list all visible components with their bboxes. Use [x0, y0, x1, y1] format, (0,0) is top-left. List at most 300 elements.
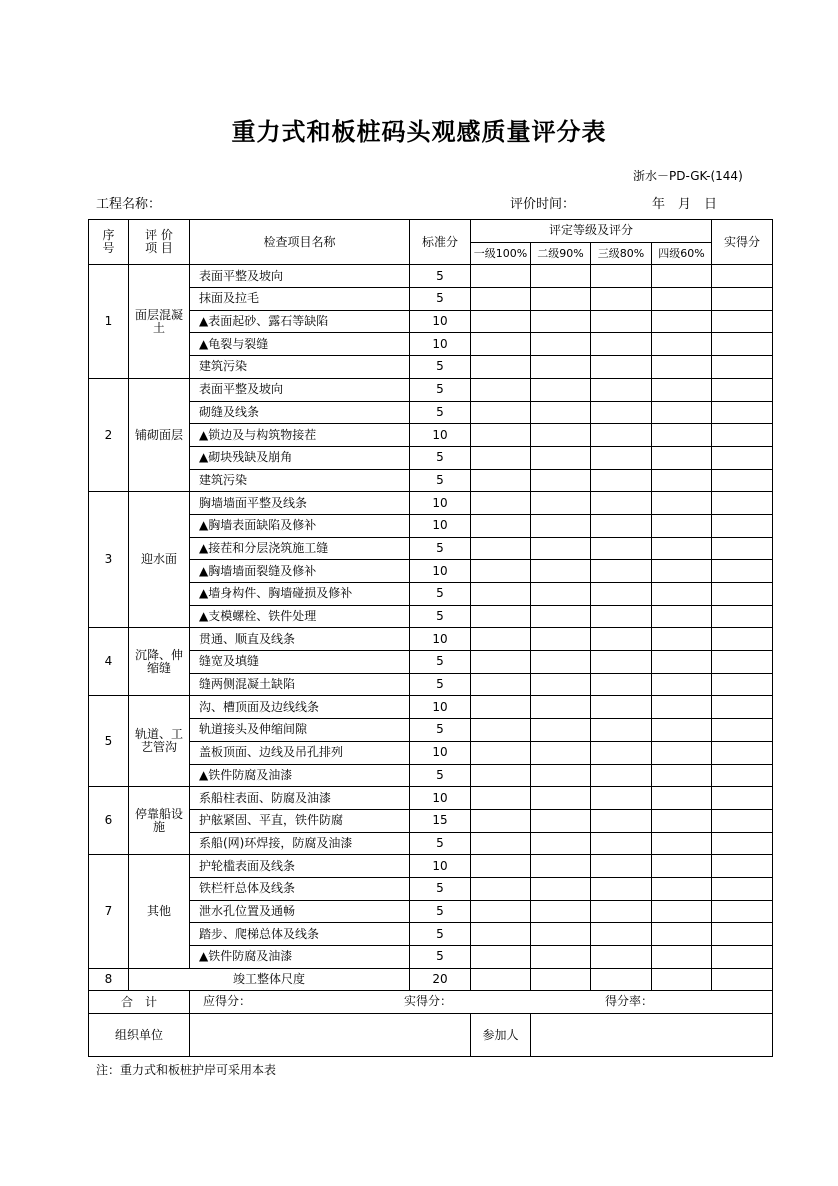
- standard-score: 10: [410, 855, 471, 878]
- actual-score-cell[interactable]: [712, 446, 773, 469]
- total-field-label: 应得分：: [203, 994, 252, 1009]
- actual-score-cell[interactable]: [712, 492, 773, 515]
- grade-score-cell[interactable]: [471, 333, 531, 356]
- grade-score-cell[interactable]: [591, 900, 652, 923]
- grade-score-cell[interactable]: [471, 696, 531, 719]
- grade-score-cell[interactable]: [652, 877, 712, 900]
- grade-score-cell[interactable]: [531, 514, 591, 537]
- grade-score-cell[interactable]: [471, 288, 531, 311]
- table-row: [89, 288, 773, 311]
- grade-score-cell[interactable]: [652, 288, 712, 311]
- check-item: 缝宽及填缝: [190, 651, 410, 674]
- grade-score-cell[interactable]: [591, 446, 652, 469]
- grade-score-cell[interactable]: [652, 356, 712, 379]
- grade-score-cell[interactable]: [591, 787, 652, 810]
- header-g1: 一级100%: [471, 242, 531, 265]
- grade-score-cell[interactable]: [531, 809, 591, 832]
- header-check: 检查项目名称: [190, 220, 410, 265]
- standard-score: 10: [410, 741, 471, 764]
- evaluation-time-label: 评价时间：: [510, 197, 576, 212]
- standard-score: 10: [410, 696, 471, 719]
- header-item: 评 价 项 目: [129, 220, 190, 265]
- grade-score-cell[interactable]: [591, 401, 652, 424]
- check-item: ▲胸墙表面缺陷及修补: [190, 514, 410, 537]
- grade-score-cell[interactable]: [591, 809, 652, 832]
- table-row: [89, 492, 773, 515]
- actual-score-cell[interactable]: [712, 560, 773, 583]
- grade-score-cell[interactable]: [471, 877, 531, 900]
- project-name-label: 工程名称：: [96, 197, 162, 212]
- check-item: 抹面及拉毛: [190, 288, 410, 311]
- check-item: 表面平整及坡向: [190, 378, 410, 401]
- check-item: 护舷紧固、平直，铁件防腐: [190, 809, 410, 832]
- grade-score-cell[interactable]: [471, 764, 531, 787]
- standard-score: 5: [410, 651, 471, 674]
- grade-score-cell[interactable]: [471, 583, 531, 606]
- actual-score-cell[interactable]: [712, 378, 773, 401]
- actual-score-cell[interactable]: [712, 537, 773, 560]
- grade-score-cell[interactable]: [531, 877, 591, 900]
- grade-score-cell[interactable]: [591, 968, 652, 991]
- standard-score: 20: [410, 968, 471, 991]
- grade-score-cell[interactable]: [591, 288, 652, 311]
- grade-score-cell[interactable]: [652, 560, 712, 583]
- grade-score-cell[interactable]: [652, 446, 712, 469]
- group-name: [129, 855, 190, 968]
- check-item: 铁栏杆总体及线条: [190, 877, 410, 900]
- table-row: [89, 537, 773, 560]
- grade-score-cell[interactable]: [471, 832, 531, 855]
- grade-score-cell[interactable]: [531, 605, 591, 628]
- grade-score-cell[interactable]: [531, 333, 591, 356]
- group-name-text: 其他: [146, 903, 171, 918]
- grade-score-cell[interactable]: [652, 696, 712, 719]
- check-item: ▲砌块残缺及崩角: [190, 446, 410, 469]
- check-item: ▲铁件防腐及油漆: [190, 946, 410, 969]
- grade-score-cell[interactable]: [591, 424, 652, 447]
- grade-score-cell[interactable]: [652, 424, 712, 447]
- standard-score: 10: [410, 514, 471, 537]
- grade-score-cell[interactable]: [652, 855, 712, 878]
- check-item: 缝两侧混凝土缺陷: [190, 673, 410, 696]
- table-row: [89, 401, 773, 424]
- group-name-text: 沉降、伸缩缝: [135, 647, 184, 675]
- table-row: [89, 787, 773, 810]
- grade-score-cell[interactable]: [531, 900, 591, 923]
- standard-score: 5: [410, 537, 471, 560]
- grade-score-cell[interactable]: [652, 787, 712, 810]
- table-row: [89, 628, 773, 651]
- group-name: [129, 787, 190, 855]
- footnote: 注：重力式和板桩护岸可采用本表: [96, 1063, 277, 1077]
- grade-score-cell[interactable]: [652, 900, 712, 923]
- standard-score: 5: [410, 583, 471, 606]
- header-actual: 实得分: [712, 220, 773, 265]
- grade-score-cell[interactable]: [652, 514, 712, 537]
- grade-score-cell[interactable]: [652, 605, 712, 628]
- grade-score-cell[interactable]: [531, 537, 591, 560]
- group-name-text: 面层混凝土: [135, 307, 184, 335]
- group-seq: 7: [89, 855, 129, 968]
- grade-score-cell[interactable]: [531, 832, 591, 855]
- participants-label: 参加人: [471, 1014, 531, 1057]
- table-row: [89, 560, 773, 583]
- standard-score: 5: [410, 288, 471, 311]
- total-label: 合 计: [89, 991, 190, 1014]
- organization-label: 组织单位: [89, 1014, 190, 1057]
- table-row: [89, 764, 773, 787]
- standard-score: 10: [410, 492, 471, 515]
- grade-score-cell[interactable]: [531, 560, 591, 583]
- check-item: ▲表面起砂、露石等缺陷: [190, 310, 410, 333]
- table-row: [89, 900, 773, 923]
- grade-score-cell[interactable]: [652, 946, 712, 969]
- actual-score-cell[interactable]: [712, 696, 773, 719]
- grade-score-cell[interactable]: [471, 469, 531, 492]
- grade-score-cell[interactable]: [591, 764, 652, 787]
- grade-score-cell[interactable]: [652, 719, 712, 742]
- standard-score: 10: [410, 628, 471, 651]
- table-row: [89, 265, 773, 288]
- group-seq: 6: [89, 787, 129, 855]
- grade-score-cell[interactable]: [531, 469, 591, 492]
- grade-score-cell[interactable]: [652, 741, 712, 764]
- standard-score: 5: [410, 946, 471, 969]
- table-row: [89, 741, 773, 764]
- grade-score-cell[interactable]: [591, 492, 652, 515]
- grade-score-cell[interactable]: [471, 673, 531, 696]
- grade-score-cell[interactable]: [591, 923, 652, 946]
- grade-score-cell[interactable]: [591, 537, 652, 560]
- grade-score-cell[interactable]: [471, 492, 531, 515]
- actual-score-cell[interactable]: [712, 809, 773, 832]
- group-name: [129, 265, 190, 378]
- grade-score-cell[interactable]: [531, 424, 591, 447]
- actual-score-cell[interactable]: [712, 764, 773, 787]
- check-item: 竣工整体尺度: [129, 968, 410, 991]
- actual-score-cell[interactable]: [712, 923, 773, 946]
- header-g3: 三级80%: [591, 242, 652, 265]
- table-row: [89, 651, 773, 674]
- table-row: [89, 673, 773, 696]
- grade-score-cell[interactable]: [531, 741, 591, 764]
- grade-score-cell[interactable]: [591, 265, 652, 288]
- table-row: [89, 809, 773, 832]
- grade-score-cell[interactable]: [591, 628, 652, 651]
- grade-score-cell[interactable]: [652, 333, 712, 356]
- grade-score-cell[interactable]: [531, 628, 591, 651]
- actual-score-cell[interactable]: [712, 832, 773, 855]
- grade-score-cell[interactable]: [471, 628, 531, 651]
- standard-score: 5: [410, 673, 471, 696]
- grade-score-cell[interactable]: [531, 719, 591, 742]
- header-g2: 二级90%: [531, 242, 591, 265]
- page-title: 重力式和板桩码头观感质量评分表: [231, 118, 607, 146]
- group-seq: 4: [89, 628, 129, 696]
- group-seq: 5: [89, 696, 129, 787]
- grade-score-cell[interactable]: [652, 265, 712, 288]
- actual-score-cell[interactable]: [712, 946, 773, 969]
- actual-score-cell[interactable]: [712, 673, 773, 696]
- check-item: 建筑污染: [190, 469, 410, 492]
- check-item: 表面平整及坡向: [190, 265, 410, 288]
- grade-score-cell[interactable]: [652, 923, 712, 946]
- grade-score-cell[interactable]: [591, 741, 652, 764]
- check-item: 沟、槽顶面及边线线条: [190, 696, 410, 719]
- grade-score-cell[interactable]: [531, 446, 591, 469]
- grade-score-cell[interactable]: [652, 832, 712, 855]
- standard-score: 5: [410, 265, 471, 288]
- grade-score-cell[interactable]: [652, 651, 712, 674]
- grade-score-cell[interactable]: [531, 288, 591, 311]
- score-table: [88, 219, 773, 1057]
- form-code: 浙水－PD-GK-(144): [633, 169, 743, 183]
- grade-score-cell[interactable]: [531, 401, 591, 424]
- grade-score-cell[interactable]: [471, 265, 531, 288]
- actual-score-cell[interactable]: [712, 401, 773, 424]
- table-row: [89, 446, 773, 469]
- grade-score-cell[interactable]: [471, 809, 531, 832]
- table-row: [89, 923, 773, 946]
- check-item: 盖板顶面、边线及吊孔排列: [190, 741, 410, 764]
- check-item: 砌缝及线条: [190, 401, 410, 424]
- actual-score-cell[interactable]: [712, 265, 773, 288]
- actual-score-cell[interactable]: [712, 333, 773, 356]
- standard-score: 5: [410, 446, 471, 469]
- grade-score-cell[interactable]: [591, 378, 652, 401]
- table-row: [89, 424, 773, 447]
- grade-score-cell[interactable]: [471, 310, 531, 333]
- grade-score-cell[interactable]: [591, 832, 652, 855]
- grade-score-cell[interactable]: [652, 809, 712, 832]
- grade-score-cell[interactable]: [531, 855, 591, 878]
- grade-score-cell[interactable]: [652, 764, 712, 787]
- grade-score-cell[interactable]: [471, 719, 531, 742]
- grade-score-cell[interactable]: [471, 923, 531, 946]
- group-seq: 3: [89, 492, 129, 628]
- actual-score-cell[interactable]: [712, 628, 773, 651]
- group-name: [129, 378, 190, 491]
- grade-score-cell[interactable]: [471, 855, 531, 878]
- grade-score-cell[interactable]: [531, 583, 591, 606]
- grade-score-cell[interactable]: [591, 514, 652, 537]
- date-label: 年 月 日: [652, 197, 718, 212]
- grade-score-cell[interactable]: [531, 787, 591, 810]
- table-row: [89, 832, 773, 855]
- check-item: 轨道接头及伸缩间隙: [190, 719, 410, 742]
- table-row: [89, 946, 773, 969]
- grade-score-cell[interactable]: [652, 537, 712, 560]
- check-item: ▲铁件防腐及油漆: [190, 764, 410, 787]
- grade-score-cell[interactable]: [591, 560, 652, 583]
- actual-score-cell[interactable]: [712, 469, 773, 492]
- grade-score-cell[interactable]: [652, 673, 712, 696]
- actual-score-cell[interactable]: [712, 514, 773, 537]
- check-item: ▲支模螺栓、铁件处理: [190, 605, 410, 628]
- actual-score-cell[interactable]: [712, 719, 773, 742]
- standard-score: 5: [410, 378, 471, 401]
- total-fields: [190, 991, 773, 1014]
- header-seq: 序号: [89, 220, 129, 265]
- grade-score-cell[interactable]: [471, 787, 531, 810]
- check-item: ▲接茬和分层浇筑施工缝: [190, 537, 410, 560]
- standard-score: 10: [410, 787, 471, 810]
- grade-score-cell[interactable]: [591, 333, 652, 356]
- group-name-text: 迎水面: [140, 552, 177, 567]
- actual-score-cell[interactable]: [712, 968, 773, 991]
- actual-score-cell[interactable]: [712, 877, 773, 900]
- standard-score: 5: [410, 401, 471, 424]
- grade-score-cell[interactable]: [471, 968, 531, 991]
- grade-score-cell[interactable]: [471, 424, 531, 447]
- grade-score-cell[interactable]: [652, 401, 712, 424]
- grade-score-cell[interactable]: [591, 696, 652, 719]
- standard-score: 5: [410, 356, 471, 379]
- grade-score-cell[interactable]: [531, 651, 591, 674]
- grade-score-cell[interactable]: [531, 673, 591, 696]
- standard-score: 5: [410, 877, 471, 900]
- standard-score: 5: [410, 764, 471, 787]
- check-item: 系船(网)环焊接，防腐及油漆: [190, 832, 410, 855]
- grade-score-cell[interactable]: [591, 605, 652, 628]
- table-row: [89, 605, 773, 628]
- table-row: [89, 378, 773, 401]
- header-std: 标准分: [410, 220, 471, 265]
- actual-score-cell[interactable]: [712, 424, 773, 447]
- table-row: [89, 968, 773, 991]
- grade-score-cell[interactable]: [531, 946, 591, 969]
- grade-score-cell[interactable]: [471, 378, 531, 401]
- group-seq: 8: [89, 968, 129, 991]
- grade-score-cell[interactable]: [471, 741, 531, 764]
- grade-score-cell[interactable]: [531, 968, 591, 991]
- group-name: [129, 492, 190, 628]
- actual-score-cell[interactable]: [712, 855, 773, 878]
- check-item: 胸墙墙面平整及线条: [190, 492, 410, 515]
- actual-score-cell[interactable]: [712, 356, 773, 379]
- grade-score-cell[interactable]: [652, 968, 712, 991]
- grade-score-cell[interactable]: [591, 673, 652, 696]
- table-row: [89, 333, 773, 356]
- group-name: [129, 628, 190, 696]
- grade-score-cell[interactable]: [591, 946, 652, 969]
- total-field-label: 实得分：: [404, 994, 453, 1009]
- grade-score-cell[interactable]: [471, 356, 531, 379]
- standard-score: 15: [410, 809, 471, 832]
- grade-score-cell[interactable]: [531, 923, 591, 946]
- grade-score-cell[interactable]: [591, 651, 652, 674]
- check-item: 贯通、顺直及线条: [190, 628, 410, 651]
- standard-score: 10: [410, 333, 471, 356]
- check-item: 泄水孔位置及通畅: [190, 900, 410, 923]
- standard-score: 5: [410, 469, 471, 492]
- grade-score-cell[interactable]: [471, 900, 531, 923]
- table-row: [89, 310, 773, 333]
- actual-score-cell[interactable]: [712, 310, 773, 333]
- check-item: 系船柱表面、防腐及油漆: [190, 787, 410, 810]
- grade-score-cell[interactable]: [531, 378, 591, 401]
- group-name-text: 铺砌面层: [135, 427, 184, 442]
- grade-score-cell[interactable]: [531, 310, 591, 333]
- grade-score-cell[interactable]: [531, 696, 591, 719]
- standard-score: 5: [410, 605, 471, 628]
- check-item: ▲墙身构件、胸墙碰损及修补: [190, 583, 410, 606]
- grade-score-cell[interactable]: [591, 356, 652, 379]
- grade-score-cell[interactable]: [531, 492, 591, 515]
- grade-score-cell[interactable]: [591, 855, 652, 878]
- standard-score: 5: [410, 923, 471, 946]
- standard-score: 10: [410, 310, 471, 333]
- actual-score-cell[interactable]: [712, 741, 773, 764]
- total-field-label: 得分率：: [605, 994, 654, 1009]
- grade-score-cell[interactable]: [471, 514, 531, 537]
- grade-score-cell[interactable]: [591, 583, 652, 606]
- standard-score: 5: [410, 900, 471, 923]
- table-row: [89, 583, 773, 606]
- table-row: [89, 855, 773, 878]
- group-name-text: 停靠船设施: [135, 806, 184, 834]
- grade-score-cell[interactable]: [591, 469, 652, 492]
- participants-input[interactable]: [531, 1014, 773, 1057]
- table-row: [89, 514, 773, 537]
- table-row: [89, 877, 773, 900]
- actual-score-cell[interactable]: [712, 605, 773, 628]
- grade-score-cell[interactable]: [591, 719, 652, 742]
- standard-score: 5: [410, 832, 471, 855]
- check-item: ▲胸墙墙面裂缝及修补: [190, 560, 410, 583]
- actual-score-cell[interactable]: [712, 288, 773, 311]
- grade-score-cell[interactable]: [471, 946, 531, 969]
- organization-row: [89, 1014, 773, 1057]
- grade-score-cell[interactable]: [531, 265, 591, 288]
- grade-score-cell[interactable]: [652, 628, 712, 651]
- grade-score-cell[interactable]: [531, 356, 591, 379]
- group-name-text: 轨道、工艺管沟: [135, 727, 184, 755]
- grade-score-cell[interactable]: [471, 537, 531, 560]
- group-name: [129, 696, 190, 787]
- grade-score-cell[interactable]: [471, 605, 531, 628]
- group-seq: 2: [89, 378, 129, 491]
- grade-score-cell[interactable]: [471, 401, 531, 424]
- actual-score-cell[interactable]: [712, 900, 773, 923]
- grade-score-cell[interactable]: [652, 378, 712, 401]
- check-item: ▲锁边及与构筑物接茬: [190, 424, 410, 447]
- grade-score-cell[interactable]: [591, 310, 652, 333]
- actual-score-cell[interactable]: [712, 651, 773, 674]
- grade-score-cell[interactable]: [652, 469, 712, 492]
- table-row: [89, 696, 773, 719]
- organization-input[interactable]: [190, 1014, 471, 1057]
- actual-score-cell[interactable]: [712, 787, 773, 810]
- grade-score-cell[interactable]: [471, 651, 531, 674]
- standard-score: 10: [410, 424, 471, 447]
- grade-score-cell[interactable]: [591, 877, 652, 900]
- actual-score-cell[interactable]: [712, 583, 773, 606]
- check-item: 护轮槛表面及线条: [190, 855, 410, 878]
- header-grade: 评定等级及评分: [471, 220, 712, 243]
- grade-score-cell[interactable]: [531, 764, 591, 787]
- table-row: [89, 719, 773, 742]
- grade-score-cell[interactable]: [652, 583, 712, 606]
- grade-score-cell[interactable]: [471, 560, 531, 583]
- grade-score-cell[interactable]: [652, 310, 712, 333]
- grade-score-cell[interactable]: [652, 492, 712, 515]
- group-seq: 1: [89, 265, 129, 378]
- table-row: [89, 356, 773, 379]
- standard-score: 5: [410, 719, 471, 742]
- grade-score-cell[interactable]: [471, 446, 531, 469]
- check-item: 建筑污染: [190, 356, 410, 379]
